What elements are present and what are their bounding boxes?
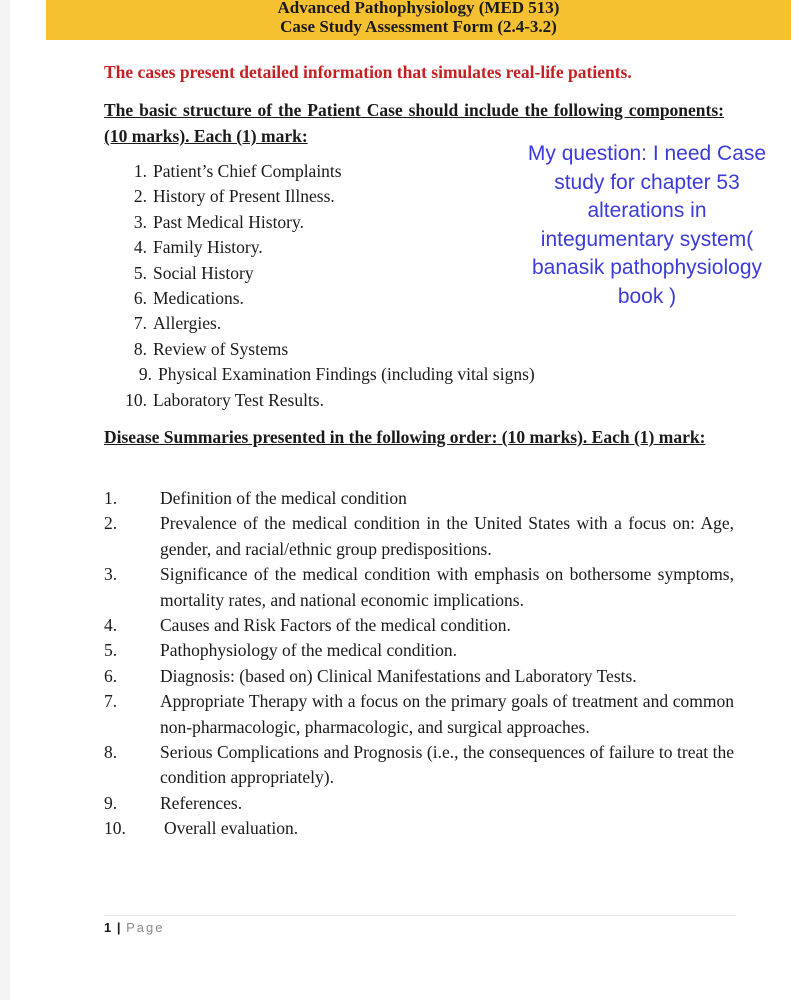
list-item	[104, 486, 734, 511]
list-item-text: Pathophysiology of the medical condition.	[160, 640, 457, 661]
list-item-number: 9.	[138, 364, 152, 385]
list-item	[104, 562, 734, 613]
list-item	[104, 740, 734, 791]
list-item-text: Definition of the medical condition	[160, 488, 407, 508]
document-page	[10, 0, 804, 1000]
list-item	[104, 816, 734, 841]
list-item	[104, 613, 734, 638]
intro-text: The cases present detailed information that simulates real-life patients.	[104, 62, 632, 82]
list-item-number: 8.	[104, 742, 118, 763]
list-item-number: 3.	[104, 564, 118, 585]
list-item-text: Family History.	[153, 237, 263, 258]
list-item-number: 5.	[104, 640, 118, 661]
list-item-number: 10.	[104, 818, 126, 839]
list-item-number: 7.	[133, 313, 147, 334]
list-item-text: Review of Systems	[153, 338, 289, 359]
list-item-text: Diagnosis: (based on) Clinical Manifestations and Laboratory Tests.	[160, 665, 637, 686]
list-item-text: Serious Complications and Prognosis (i.e., the consequences of failure to treat the condition appropriately).	[160, 742, 734, 788]
list-item	[104, 791, 734, 816]
list-item	[104, 388, 604, 413]
footer-divider	[104, 915, 736, 916]
list-item	[104, 311, 604, 336]
list-item-text: Social History	[153, 262, 254, 283]
section2-heading: Disease Summaries presented in the following order: (10 marks). Each (1) mark:	[104, 427, 706, 447]
list-item-text: Past Medical History.	[153, 211, 304, 232]
list-item-number: 4.	[133, 237, 147, 258]
page-label: Page	[126, 920, 165, 935]
list-item-number: 2.	[104, 513, 118, 534]
list-item	[104, 511, 734, 562]
disease-summary-list	[104, 486, 734, 842]
list-item-text: Laboratory Test Results.	[153, 389, 324, 410]
question-annotation: My question: I need Case study for chapter 53 alterations in integumentary system( banasik pathophysiology book )	[527, 142, 767, 308]
list-item-text: Prevalence of the medical condition in the United States with a focus on: Age, gender, and racial/ethnic group predispositions.	[160, 513, 734, 559]
list-item-number: 6.	[133, 287, 147, 308]
list-item-number: 1.	[104, 488, 118, 508]
list-item-number: 8.	[133, 338, 147, 359]
list-item-text: History of Present Illness.	[153, 186, 335, 207]
list-item-number: 1.	[133, 161, 147, 181]
list-item-number: 9.	[104, 792, 118, 813]
page-footer	[104, 920, 165, 935]
list-item-number: 2.	[133, 186, 147, 207]
form-title: Case Study Assessment Form (2.4-3.2)	[280, 17, 557, 36]
list-item	[104, 337, 604, 362]
list-item-number: 3.	[133, 211, 147, 232]
list-item-number: 10.	[125, 389, 147, 410]
header-band	[46, 0, 791, 40]
list-item	[104, 638, 734, 663]
section1-heading: The basic structure of the Patient Case should include the following components: (10 marks). Each (1) mark:	[104, 100, 724, 146]
page-number: 1	[104, 920, 112, 935]
list-item-text: Overall evaluation.	[164, 818, 299, 839]
list-item	[104, 664, 734, 689]
list-item-text: Significance of the medical condition with emphasis on bothersome symptoms, mortality rates, and national economic implications.	[160, 564, 734, 610]
list-item-number: 6.	[104, 665, 118, 686]
footer-separator: |	[116, 920, 121, 935]
list-item-number: 5.	[133, 262, 147, 283]
list-item	[104, 362, 604, 387]
list-item-text: References.	[160, 792, 243, 813]
list-item-number: 4.	[104, 615, 118, 636]
list-item-text: Causes and Risk Factors of the medical condition.	[160, 615, 511, 636]
list-item	[104, 689, 734, 740]
list-item-number: 7.	[104, 691, 118, 712]
list-item-text: Patient’s Chief Complaints	[153, 161, 342, 181]
list-item-text: Appropriate Therapy with a focus on the primary goals of treatment and common non-pharmacologic, pharmacologic, and surgical approaches.	[160, 691, 734, 737]
list-item-text: Allergies.	[153, 313, 222, 334]
list-item-text: Physical Examination Findings (including vital signs)	[158, 364, 535, 385]
list-item-text: Medications.	[153, 287, 244, 308]
course-title: Advanced Pathophysiology (MED 513)	[277, 0, 560, 17]
